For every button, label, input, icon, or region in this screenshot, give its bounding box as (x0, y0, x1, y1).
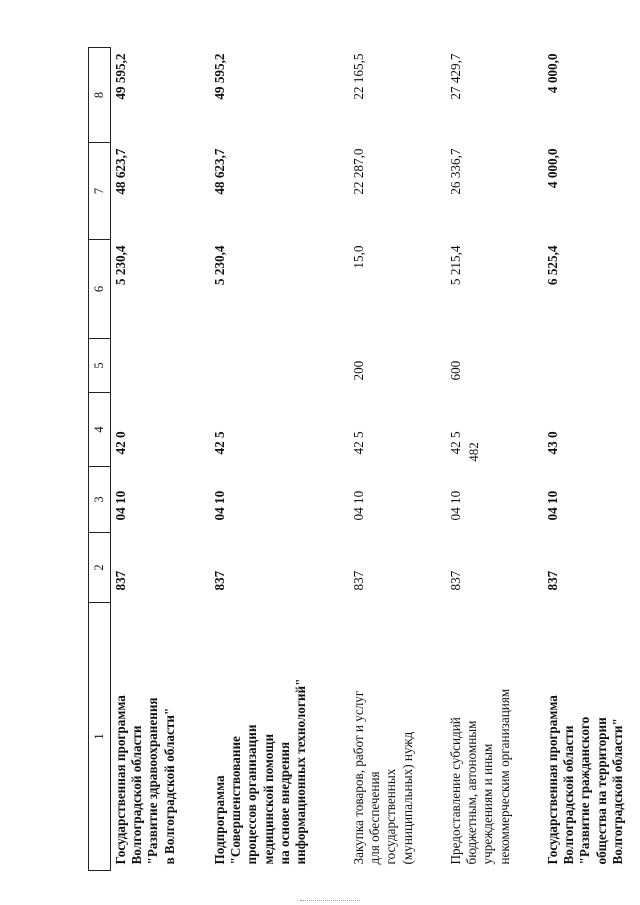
table-row (543, 48, 640, 871)
row-name-line: Волгоградской области" (609, 718, 625, 865)
header-row (89, 48, 111, 871)
row-name-line: информационных технологий" (293, 678, 309, 865)
cell-c8: 4 000,0 (545, 53, 560, 94)
cell-c3: 04 10 (212, 490, 227, 521)
row-name-line: в Волгоградской области" (161, 707, 177, 865)
cell-c8: 49 595,2 (113, 53, 128, 100)
cell-c2: 837 (545, 570, 560, 591)
cell-c7: 48 623,7 (212, 148, 227, 195)
cell-c5: 600 (448, 360, 463, 381)
page-edge-mark (300, 900, 360, 901)
cell-c6: 5 215,4 (448, 245, 463, 286)
cell-c8: 27 429,7 (448, 53, 463, 100)
row-name-line: бюджетным, автономным (464, 720, 480, 865)
cell-c3: 04 10 (448, 490, 463, 521)
row-name-line: для обеспечения (367, 771, 383, 865)
cell-c5 (111, 339, 211, 393)
cell-c3: 04 10 (113, 490, 128, 521)
table-row (210, 48, 349, 871)
cell-c4: 42 0 (113, 431, 128, 455)
budget-table (88, 47, 640, 871)
cell-c5: 200 (351, 360, 366, 381)
row-name-line: Закупка товаров, работ и услуг (351, 690, 366, 865)
row-name-line: Предоставление субсидий (448, 717, 463, 865)
column-header: 3 (89, 467, 111, 533)
cell-c2: 837 (113, 570, 128, 591)
row-name-line: (муниципальных) нужд (399, 731, 415, 865)
cell-c6: 5 230,4 (113, 245, 128, 286)
column-header: 6 (89, 240, 111, 339)
cell-c4: 43 0 (545, 431, 560, 455)
cell-c2: 837 (351, 570, 366, 591)
row-name-line: "Совершенствование (228, 736, 244, 865)
row-name-line: Подпрограмма (212, 775, 227, 865)
column-header: 2 (89, 533, 111, 603)
cell-c7: 4 000,0 (545, 148, 560, 189)
row-name-line: на основе внедрения (276, 741, 292, 865)
cell-c5 (543, 339, 640, 393)
row-name-line: "Развитие здравоохранения (145, 697, 161, 865)
column-header: 5 (89, 339, 111, 393)
table-row (111, 48, 211, 871)
row-name-line: Государственная программа (113, 695, 128, 865)
row-name-line: "Развитие гражданского (577, 716, 593, 865)
row-name-line: медицинской помощи (260, 733, 276, 865)
cell-c7: 22 287,0 (351, 148, 366, 195)
row-name-line: общества на территории (593, 717, 609, 865)
cell-c2: 837 (212, 570, 227, 591)
page-number: 482 (466, 442, 481, 462)
row-name-line: Волгоградской области (561, 725, 577, 865)
column-header: 1 (89, 603, 111, 871)
budget-table-container (88, 48, 625, 871)
cell-c6: 6 525,4 (545, 245, 560, 286)
cell-c4: 42 5 (448, 431, 463, 455)
row-name-line: Волгоградской области (129, 725, 145, 865)
cell-c3: 04 10 (545, 490, 560, 521)
cell-c8: 49 595,2 (212, 53, 227, 100)
row-name-line: Государственная программа (545, 695, 560, 865)
cell-c5 (210, 339, 349, 393)
cell-c2: 837 (448, 570, 463, 591)
column-header: 7 (89, 143, 111, 240)
cell-c4: 42 5 (351, 431, 366, 455)
row-name-cell (349, 603, 446, 871)
cell-c3: 04 10 (351, 490, 366, 521)
row-name-line: учреждениям и иным (480, 743, 496, 865)
column-header: 4 (89, 393, 111, 467)
cell-c7: 48 623,7 (113, 148, 128, 195)
row-name-line: некоммерческим организациям (496, 688, 512, 865)
column-header: 8 (89, 48, 111, 143)
cell-c7: 26 336,7 (448, 148, 463, 195)
cell-c6: 15,0 (351, 245, 366, 269)
row-name-cell (543, 603, 640, 871)
row-name-cell (111, 603, 211, 871)
table-row (349, 48, 446, 871)
row-name-cell (210, 603, 349, 871)
table-row (446, 48, 543, 871)
row-name-line: процессов организации (244, 724, 260, 865)
cell-c8: 22 165,5 (351, 53, 366, 100)
cell-c4: 42 5 (212, 431, 227, 455)
row-name-cell (446, 603, 543, 871)
row-name-line: государственных (383, 768, 399, 865)
cell-c6: 5 230,4 (212, 245, 227, 286)
